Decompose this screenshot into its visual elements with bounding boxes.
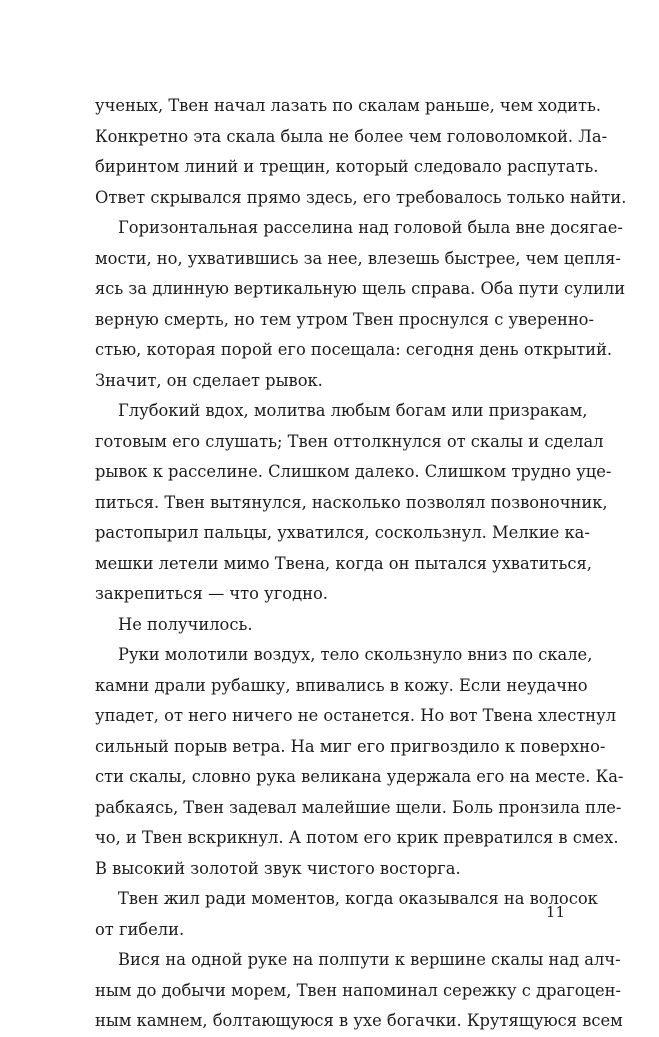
paragraph <box>95 91 627 213</box>
text-line: ным камнем, болтающуюся в ухе богачки. Крутящуюся всем <box>95 1011 623 1030</box>
text-line: Вися на одной руке на полпути к вершине скалы над алч- <box>118 950 621 969</box>
text-line: питься. Твен вытянулся, насколько позволял позвоночник, <box>95 492 608 512</box>
paragraph <box>95 396 612 610</box>
paragraph <box>95 610 565 641</box>
text-line: Не получилось. <box>118 614 253 634</box>
text-line: рабкаясь, Твен задевал малейшие щели. Боль пронзила пле- <box>95 797 622 817</box>
text-line: Конкретно эта скала была не более чем головоломкой. Ла- <box>95 126 608 146</box>
text-line: Руки молотили воздух, тело скользнуло вниз по скале, <box>118 645 593 664</box>
text-line: Значит, он сделает рывок. <box>95 370 323 390</box>
text-line: Ответ скрывался прямо здесь, его требовалось только найти. <box>95 187 627 207</box>
text-line: упадет, от него ничего не останется. Но вот Твена хлестнул <box>95 706 617 725</box>
text-line: В высокий золотой звук чистого восторга. <box>95 858 461 878</box>
paragraph <box>95 640 624 884</box>
paragraph <box>95 884 598 945</box>
text-line: рывок к расселине. Слишком далеко. Слишком трудно уце- <box>95 462 612 481</box>
text-line: готовым его слушать; Твен оттолкнулся от скалы и сделал <box>95 431 604 451</box>
text-line: мости, но, ухватившись за нее, влезешь быстрее, чем цепля- <box>95 248 621 268</box>
text-line: закрепиться — что угодно. <box>95 584 328 603</box>
text-line: Твен жил ради моментов, когда оказывался на волосок <box>118 889 598 908</box>
text-line: ясь за длинную вертикальную щель справа. Оба пути сулили <box>95 279 626 298</box>
text-line: камни драли рубашку, впивались в кожу. Если неудачно <box>95 675 588 695</box>
paragraph <box>95 945 623 1037</box>
text-line: сильный порыв ветра. На миг его пригвоздило к поверхно- <box>95 736 606 756</box>
text-line: биринтом линий и трещин, который следовало распутать. <box>95 157 599 176</box>
text-line: Глубокий вдох, молитва любым богам или призракам, <box>118 401 588 420</box>
page-number: 11 <box>545 903 565 921</box>
text-line: ным до добычи морем, Твен напоминал сережку с драгоцен- <box>95 980 622 1000</box>
text-line: от гибели. <box>95 919 185 939</box>
paragraph <box>95 213 626 396</box>
body-text <box>95 91 627 1037</box>
text-line: сти скалы, словно рука великана удержала его на месте. Ка- <box>95 767 624 786</box>
text-line: стью, которая порой его посещала: сегодня день открытий. <box>95 340 613 359</box>
text-line: ученых, Твен начал лазать по скалам раньше, чем ходить. <box>95 96 602 115</box>
text-line: Горизонтальная расселина над головой была вне досягае- <box>118 218 623 237</box>
text-line: чо, и Твен вскрикнул. А потом его крик превратился в смех. <box>95 828 619 847</box>
text-line: растопырил пальцы, ухватился, соскользнул. Мелкие ка- <box>95 523 590 542</box>
text-line: мешки летели мимо Твена, когда он пытался ухватиться, <box>95 553 592 573</box>
text-line: верную смерть, но тем утром Твен проснулся с уверенно- <box>95 309 594 329</box>
